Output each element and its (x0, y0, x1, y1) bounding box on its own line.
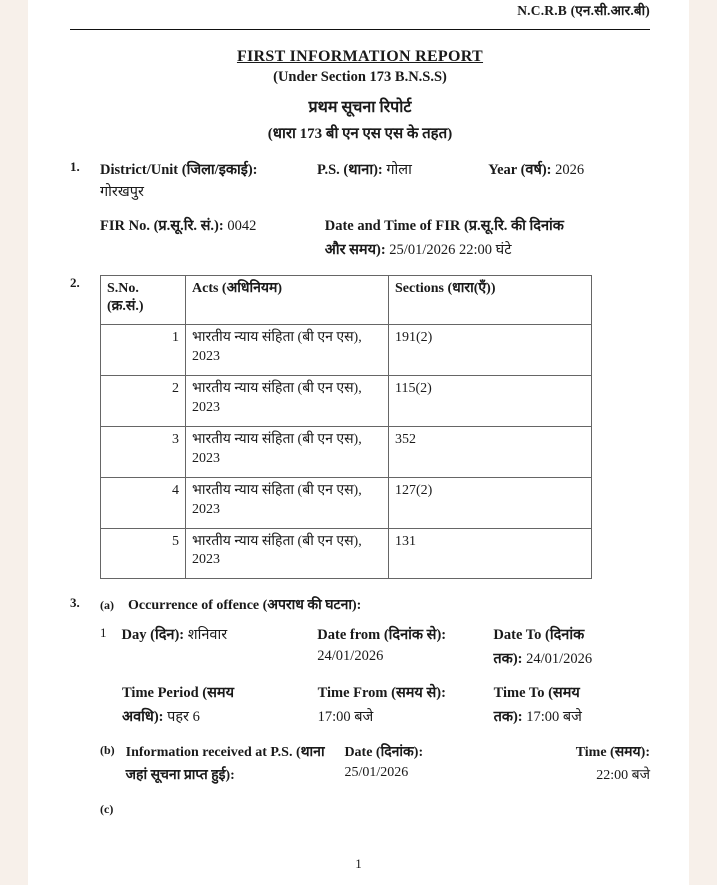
date-to-label-line1: Date To (दिनांक (493, 627, 585, 644)
date-from-field (317, 624, 493, 668)
sub-marker-a: (a) (100, 598, 114, 613)
header-divider (70, 29, 650, 30)
row-act: भारतीय न्याय संहिता (बी एन एस), 2023 (186, 528, 389, 579)
date-to-value: 24/01/2026 (526, 651, 593, 668)
row-section: 352 (389, 426, 592, 477)
row-section: 127(2) (389, 477, 592, 528)
row-sno: 2 (101, 376, 186, 427)
table-row (101, 477, 592, 528)
section-1-number: 1. (70, 159, 80, 174)
section-3-body (100, 595, 650, 784)
row-section: 131 (389, 528, 592, 579)
fir-datetime-value: 25/01/2026 22:00 घंटे (389, 242, 512, 258)
information-received-label-line1: Information received at P.S. (थाना (125, 745, 325, 761)
acts-sections-table (100, 275, 592, 579)
section-1-body (100, 159, 650, 259)
column-header-sno-hi: (क्र.सं.) (107, 299, 144, 315)
time-to-value: 17:00 बजे (526, 709, 582, 726)
day-field (122, 624, 318, 668)
district-value: गोरखपुर (100, 184, 144, 200)
column-header-sno-en: S.No. (107, 281, 139, 296)
row-sno: 1 (101, 325, 186, 376)
sub-marker-b: (b) (100, 743, 115, 758)
section-2 (70, 275, 650, 579)
section-2-number: 2. (70, 275, 80, 290)
occurrence-title: Occurrence of offence (अपराध की घटना): (128, 598, 362, 614)
time-from-value: 17:00 बजे (317, 709, 374, 726)
year-field (488, 159, 650, 179)
column-header-acts: Acts (अधिनियम) (186, 276, 389, 325)
ncrb-header: N.C.R.B (एन.सी.आर.बी) (517, 3, 650, 18)
row-section: 191(2) (389, 325, 592, 376)
fir-datetime-line2 (325, 239, 650, 259)
occurrence-date-row (100, 624, 650, 668)
fir-datetime-field (325, 215, 650, 259)
time-period-line2 (122, 706, 318, 726)
fir-number-field (100, 215, 325, 259)
information-time-label: Time (समय): (575, 745, 650, 761)
date-to-label-line2: तक): (493, 651, 523, 668)
time-period-label-line1: Time Period (समय (122, 685, 234, 702)
row-section: 115(2) (389, 376, 592, 427)
time-from-label: Time From (समय से): (317, 685, 446, 702)
row-act: भारतीय न्याय संहिता (बी एन एस), 2023 (186, 325, 389, 376)
time-to-label-line2: तक): (493, 709, 523, 726)
row-sno: 4 (101, 477, 186, 528)
time-period-value: पहर 6 (167, 709, 200, 726)
row-act: भारतीय न्याय संहिता (बी एन एस), 2023 (186, 426, 389, 477)
section-2-body (100, 275, 650, 579)
page-content (70, 0, 650, 817)
document-page (28, 0, 689, 885)
date-from-value: 24/01/2026 (317, 648, 384, 665)
table-row (101, 426, 592, 477)
row-act: भारतीय न्याय संहिता (बी एन एस), 2023 (186, 376, 389, 427)
time-to-label-line1: Time To (समय (493, 685, 580, 702)
information-date-value: 25/01/2026 (344, 765, 409, 781)
year-value: 2026 (555, 162, 585, 178)
day-value: शनिवार (187, 627, 228, 644)
column-header-sections: Sections (धारा(एँ)) (389, 276, 592, 325)
time-to-field (494, 682, 650, 726)
section-1 (70, 159, 650, 259)
page-number: 1 (355, 856, 362, 871)
information-received-row (100, 742, 650, 784)
table-row (101, 528, 592, 579)
column-header-sno (101, 276, 186, 325)
fir-datetime-label-line1: Date and Time of FIR (प्र.सू.रि. की दिनांक (324, 218, 564, 234)
information-received-label-line2: जहां सूचना प्राप्त हुई): (125, 768, 235, 784)
district-ps-year-row (100, 159, 650, 179)
occurrence-heading (100, 595, 650, 614)
district-field (100, 159, 317, 179)
table-row (101, 376, 592, 427)
table-row (101, 325, 592, 376)
information-time-value: 22:00 बजे (596, 768, 650, 784)
information-date-label: Date (दिनांक): (344, 745, 424, 761)
report-title-en: FIRST INFORMATION REPORT (236, 48, 484, 65)
section-3-number: 3. (70, 595, 80, 611)
information-time-field (512, 742, 650, 784)
row-sno: 5 (101, 528, 186, 579)
title-block (70, 48, 650, 143)
report-subtitle-hi: (धारा 173 बी एन एस एस के तहत) (267, 126, 453, 142)
fir-datetime-label-line2: और समय): (324, 242, 386, 258)
information-received-field (126, 742, 345, 784)
day-label: Day (दिन): (121, 627, 185, 644)
time-from-field (318, 682, 494, 726)
fir-number-date-row (100, 215, 650, 259)
ps-label: P.S. (थाना): (316, 162, 383, 178)
information-date-field (344, 742, 512, 784)
fir-number-value: 0042 (227, 218, 257, 234)
date-to-line2 (493, 648, 650, 668)
sub-marker-c: (c) (100, 802, 114, 817)
occurrence-row-number: 1 (100, 625, 107, 641)
year-label: Year (वर्ष): (488, 162, 552, 178)
ps-field (317, 159, 488, 179)
report-title-hi: प्रथम सूचना रिपोर्ट (308, 99, 412, 116)
occurrence-time-row (122, 682, 650, 726)
date-to-field (493, 624, 650, 668)
time-period-label-line2: अवधि): (122, 709, 164, 726)
time-period-field (122, 682, 318, 726)
ps-value: गोला (386, 162, 412, 178)
section-3 (70, 595, 650, 817)
fir-number-label: FIR No. (प्र.सू.रि. सं.): (100, 218, 224, 234)
district-label: District/Unit (जिला/इकाई): (100, 162, 258, 178)
time-to-line2 (494, 706, 650, 726)
date-from-label: Date from (दिनांक से): (317, 627, 447, 644)
table-header-row (101, 276, 592, 325)
report-subtitle-en: (Under Section 173 B.N.S.S) (273, 69, 447, 85)
row-act: भारतीय न्याय संहिता (बी एन एस), 2023 (186, 477, 389, 528)
row-sno: 3 (101, 426, 186, 477)
